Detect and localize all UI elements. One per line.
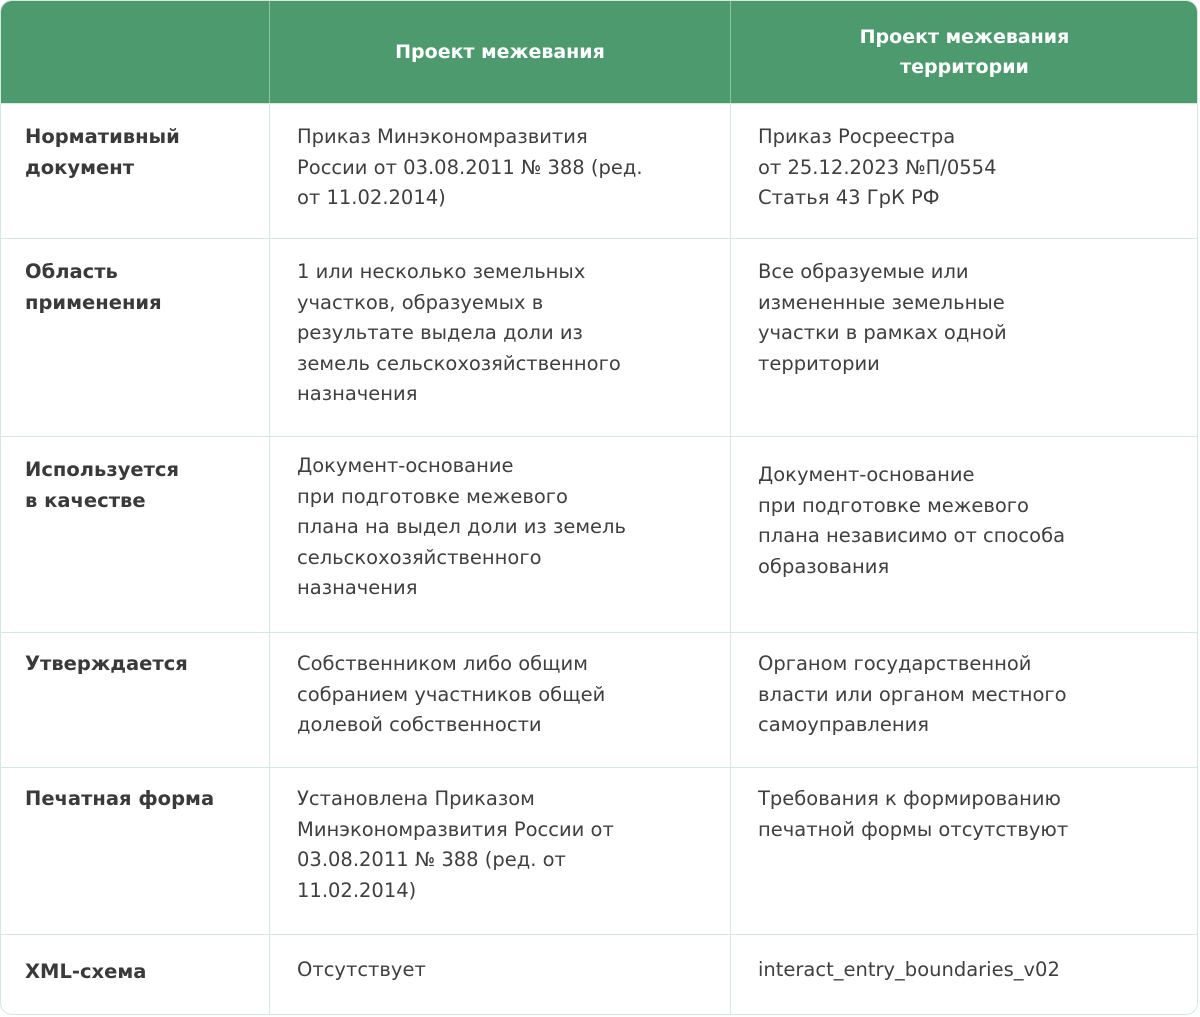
table-cell	[731, 103, 1198, 238]
table-cell	[731, 934, 1198, 1015]
header-project-land-survey	[270, 1, 731, 103]
table-cell	[731, 436, 1198, 632]
row-label: Утверждается	[25, 652, 188, 675]
cell-text: Приказ Минэкономразвития России от 03.08.2011 № 388 (ред. от 11.02.2014)	[297, 125, 643, 209]
table-cell	[270, 632, 731, 767]
cell-text: Отсутствует	[297, 958, 426, 981]
header-col2-label: Проект межевания	[395, 41, 605, 63]
cell-text: 1 или несколько земельных участков, образуемых в результате выдела доли из земель сельскохозяйственного назначения	[297, 260, 621, 405]
cell-text: Приказ Росреестра от 25.12.2023 №П/0554 Статья 43 ГрК РФ	[758, 125, 997, 209]
header-empty-cell	[1, 1, 270, 103]
table-cell	[270, 103, 731, 238]
cell-text: Установлена Приказом Минэкономразвития России от 03.08.2011 № 388 (ред. от 11.02.2014)	[297, 787, 614, 902]
table-cell	[731, 767, 1198, 934]
row-label-scope	[1, 238, 270, 436]
row-label-print-form	[1, 767, 270, 934]
header-project-territory-survey	[731, 1, 1198, 103]
cell-text: Собственником либо общим собранием участников общей долевой собственности	[297, 652, 606, 736]
row-label: Область применения	[25, 260, 162, 314]
table-cell	[270, 238, 731, 436]
row-label-used-as	[1, 436, 270, 632]
table-cell	[270, 934, 731, 1015]
cell-text: Все образуемые или измененные земельные участки в рамках одной территории	[758, 260, 1007, 375]
row-label-xml-schema	[1, 934, 270, 1015]
table-cell	[731, 238, 1198, 436]
cell-text: Документ-основание при подготовке межевого плана независимо от способа образования	[758, 463, 1066, 578]
row-label: Печатная форма	[25, 787, 215, 810]
table-cell	[731, 632, 1198, 767]
cell-text: interact_entry_boundaries_v02	[758, 958, 1060, 981]
row-label: Используется в качестве	[25, 458, 180, 512]
row-label-normative-document	[1, 103, 270, 238]
header-col3-label: Проект межевания территории	[859, 26, 1070, 78]
table-cell	[270, 767, 731, 934]
table-cell	[270, 436, 731, 632]
cell-text: Органом государственной власти или органом местного самоуправления	[758, 652, 1067, 736]
row-label: XML-схема	[25, 960, 147, 983]
row-label: Нормативный документ	[25, 125, 180, 179]
cell-text: Документ-основание при подготовке межевого плана на выдел доли из земель сельскохозяйственного назначения	[297, 454, 627, 599]
row-label-approved-by	[1, 632, 270, 767]
cell-text: Требования к формированию печатной формы отсутствуют	[758, 787, 1069, 841]
